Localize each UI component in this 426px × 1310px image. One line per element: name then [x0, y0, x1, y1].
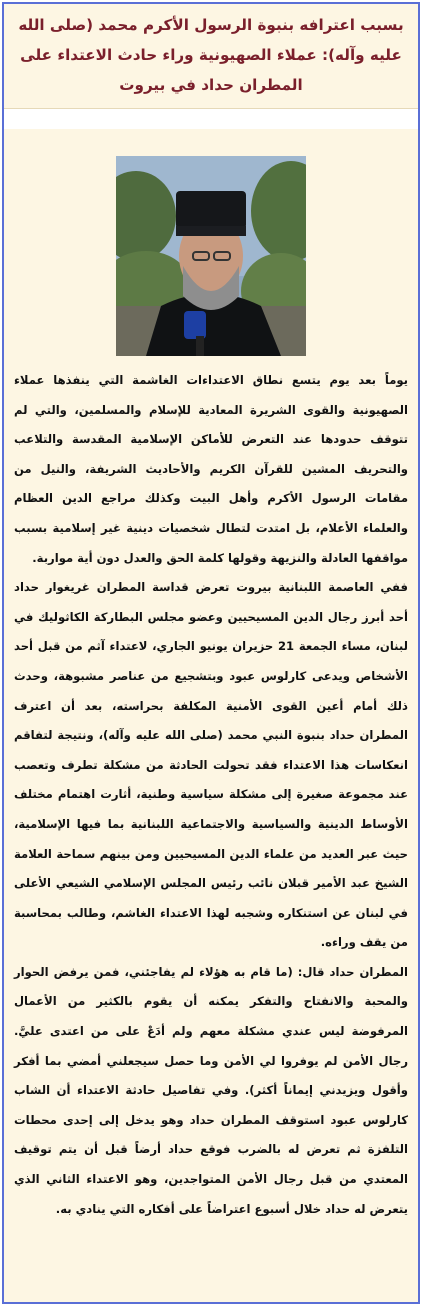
paragraph: يوماً بعد يوم يتسع نطاق الاعتداءات الغاشمة التي ينفذها عملاء الصهيونية والقوى الشريرة المعادية للإسلام والمسلمين، والتي لم تتوقف حدودها عند التعرض للأماكن الإسلامية المقدسة والتلاعب والتحريف المشين للقرآن الكريم والأحاديث الشريفة، والنيل من مقامات الرسول الأكرم وأهل البيت وكذلك مراجع الدين العظام والعلماء الأعلام، بل امتدت لتطال شخصيات دينية غير إسلامية بسبب مواقفها العادلة والنزيهة وقولها كلمة الحق والعدل دون أية مواربة.: [14, 373, 408, 565]
article-title: بسبب اعترافه بنبوة الرسول الأكرم محمد (صلى الله عليه وآله): عملاء الصهيونية وراء حادث الاعتداء على المطران حداد في بيروت: [18, 16, 404, 94]
paragraph: ففي العاصمة اللبنانية بيروت تعرض قداسة المطران غريغوار حداد أحد أبرز رجال الدين المسيحيين وعضو مجلس البطاركة الكاثوليك في لبنان، مساء الجمعة 21 حزيران يونيو الجاري، لاعتداء آثم من قبل أحد الأشخاص ويدعى كارلوس عبود وبتشجيع من عناصر مشبوهة، وحدث ذلك أمام أعين القوى الأمنية المكلفة بحراسته، بعد أن اعترف المطران حداد بنبوة النبي محمد (صلى الله عليه وآله)، ونتيجة لتفاقم انعكاسات هذا الاعتداء فقد تحولت الحادثة من مشكلة تطرف وتعصب عند مجموعة صغيرة إلى مشكلة سياسية وطنية، أثارت اهتمام مختلف الأوساط الدينية والسياسية والاجتماعية اللبنانية بما فيها الإسلامية، حيث عبر العديد من علماء الدين المسيحيين ومن بينهم سماحة العلامة الشيخ عبد الأمير قبلان نائب رئيس المجلس الإسلامي الشيعي الأعلى في لبنان عن استنكاره وشجبه لهذا الاعتداء الغاشم، وطالب بمحاسبة من يقف وراءه.: [14, 580, 408, 950]
paragraph: المطران حداد قال: (ما قام به هؤلاء لم يفاجئني، فمن يرفض الحوار والمحبة والانفتاح والتفكر يمكنه أن يقوم بالكثير من الأعمال المرفوضة ليس عندي مشكلة معهم ولم أدَعْ على من اعتدى عليَّ. رجال الأمن لم يوفروا لي الأمن وما حصل سيجعلني أمضي بما أفكر وأقول ويزيدني إيماناً أكثر). وفي تفاصيل حادثة الاعتداء أن الشاب كارلوس عبود استوقف المطران حداد وهو يدخل إلى إحدى محطات التلفزة ثم تعرض له بالضرب فوقع حداد أرضاً قبل أن يتم توقيف المعتدي من قبل رجال الأمن المتواجدين، وهو الاعتداء الثاني الذي يتعرض له حداد خلال أسبوع اعتراضاً على أفكاره التي ينادي به.: [14, 964, 408, 1216]
article-text: [14, 366, 408, 1224]
bishop-photo: [116, 156, 306, 356]
article-frame: [2, 2, 420, 1304]
article-header: [4, 4, 418, 109]
article-body: [4, 129, 418, 1302]
